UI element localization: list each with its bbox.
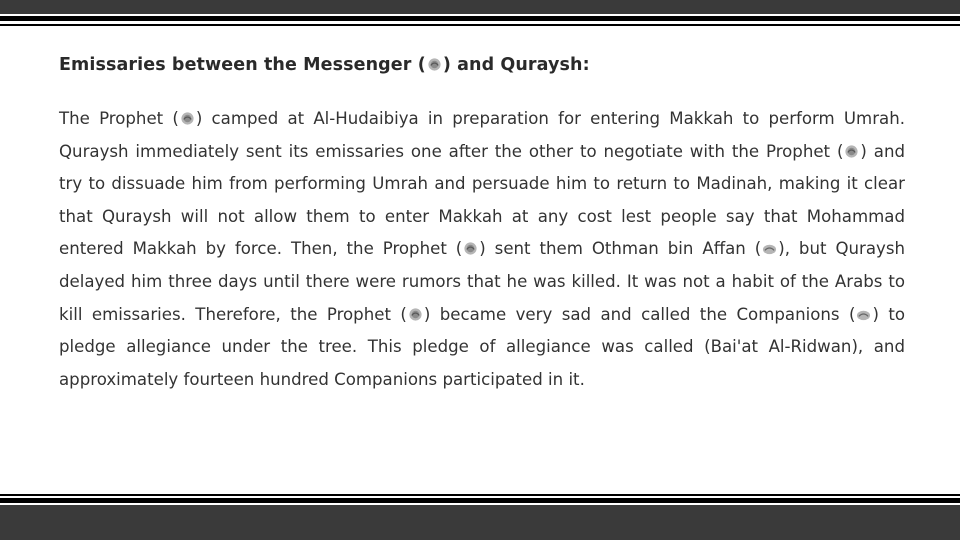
section-heading xyxy=(59,50,905,80)
bottom-divider-thin xyxy=(0,494,960,496)
paragraph-segment: ) camped at Al-Hudaibiya in preparation for entering Makkah to perform Umrah. Quraysh immediately sent its emissaries one after the other to negotiate with the Prophet ( xyxy=(59,109,906,161)
arabic-calligraphy-icon xyxy=(762,241,777,256)
bottom-dark-band xyxy=(0,505,960,540)
arabic-calligraphy-icon xyxy=(180,111,195,126)
arabic-calligraphy-icon xyxy=(408,307,423,322)
top-dark-band xyxy=(0,0,960,14)
paragraph-segment: ), but Quraysh delayed him three days until there were rumors that he was killed. It was not a habit of the Arabs to kill emissaries. Therefore, the Prophet ( xyxy=(59,239,905,324)
heading-text-end: ) and Quraysh: xyxy=(442,55,590,75)
heading-text-start: Emissaries between the Messenger ( xyxy=(59,55,426,75)
arabic-calligraphy-icon xyxy=(427,57,442,72)
arabic-calligraphy-icon xyxy=(463,241,478,256)
bottom-divider-thick xyxy=(0,498,960,503)
arabic-calligraphy-icon xyxy=(856,307,871,322)
paragraph-segment: ) sent them Othman bin Affan ( xyxy=(479,239,762,259)
paragraph-segment: ) to pledge allegiance under the tree. This pledge of allegiance was called (Bai'at Al-Ridwan), and approximately fourteen hundred Companions participated in it. xyxy=(59,304,905,389)
top-divider-thick xyxy=(0,16,960,21)
arabic-calligraphy-icon xyxy=(844,144,859,159)
paragraph-segment: The Prophet ( xyxy=(59,109,179,128)
top-divider-thin xyxy=(0,24,960,26)
body-paragraph xyxy=(59,103,905,396)
paragraph-segment: ) became very sad and called the Companions ( xyxy=(423,304,856,324)
document-content xyxy=(59,50,905,396)
paragraph-segment: ) and try to dissuade him from performing Umrah and persuade him to return to Madinah, making it clear that Quraysh will not allow them to enter Makkah at any cost lest people say that Mohammad entered Makkah by force. Then, the Prophet ( xyxy=(59,141,905,259)
